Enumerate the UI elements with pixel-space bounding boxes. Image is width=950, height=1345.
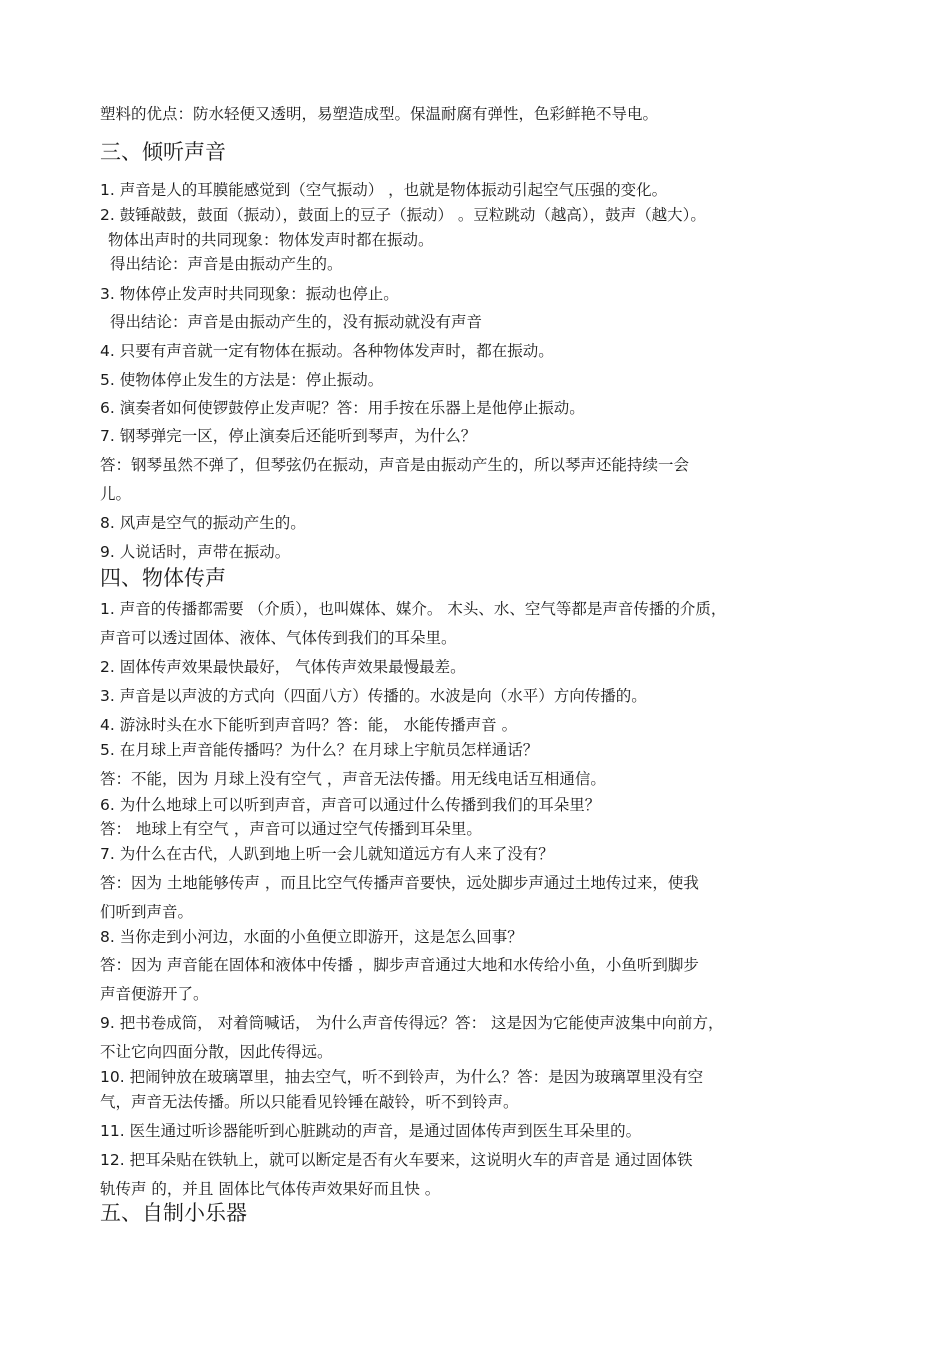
item-4-5-answer: 答：不能，因为 月球上没有空气 ，声音无法传播。用无线电话互相通信。 (100, 770, 606, 788)
item-4-8-answer: 答：因为 声音能在固体和液体中传播 ，脚步声音通过大地和水传给小鱼，小鱼听到脚步 (100, 956, 699, 974)
item-4-7-answer-cont: 们听到声音。 (100, 903, 194, 921)
plastic-advantages: 塑料的优点：防水轻便又透明，易塑造成型。保温耐腐有弹性，色彩鲜艳不导电。 (100, 105, 659, 123)
item-4-10-cont: 气，声音无法传播。所以只能看见铃锤在敲铃，听不到铃声。 (100, 1093, 519, 1111)
item-4-12-cont: 轨传声 的，并且 固体比气体传声效果好而且快 。 (100, 1180, 441, 1198)
heading-homemade-instruments: 五、自制小乐器 (100, 1201, 247, 1225)
item-3-2-phenomenon: 物体出声时的共同现象：物体发声时都在振动。 (108, 231, 434, 249)
item-4-4: 4. 游泳时头在水下能听到声音吗？答：能， 水能传播声音 。 (100, 716, 518, 734)
item-3-9: 9. 人说话时，声带在振动。 (100, 543, 291, 561)
item-3-5: 5. 使物体停止发生的方法是：停止振动。 (100, 371, 384, 389)
item-3-7-answer-cont: 儿。 (100, 485, 132, 503)
item-4-6-question: 6. 为什么地球上可以听到声音，声音可以通过什么传播到我们的耳朵里？ (100, 796, 601, 814)
item-4-5-question: 5. 在月球上声音能传播吗？为什么？在月球上宇航员怎样通话？ (100, 741, 539, 759)
heading-listen-sound: 三、倾听声音 (100, 140, 226, 164)
item-4-12: 12. 把耳朵贴在铁轨上，就可以断定是否有火车要来，这说明火车的声音是 通过固体铁 (100, 1151, 693, 1169)
item-3-4: 4. 只要有声音就一定有物体在振动。各种物体发声时，都在振动。 (100, 342, 554, 360)
item-3-3-conclusion: 得出结论：声音是由振动产生的，没有振动就没有声音 (110, 313, 483, 331)
item-4-1-cont: 声音可以透过固体、液体、气体传到我们的耳朵里。 (100, 629, 457, 647)
item-4-6-answer: 答： 地球上有空气 ，声音可以通过空气传播到耳朵里。 (100, 820, 482, 838)
item-3-7-question: 7. 钢琴弹完一区，停止演奏后还能听到琴声，为什么？ (100, 427, 477, 445)
item-4-7-question: 7. 为什么在古代，人趴到地上听一会儿就知道远方有人来了没有？ (100, 845, 554, 863)
item-4-1: 1. 声音的传播都需要 （介质），也叫媒体、媒介。 木头、水、空气等都是声音传播的介质， (100, 600, 727, 618)
item-4-11: 11. 医生通过听诊器能听到心脏跳动的声音，是通过固体传声到医生耳朵里的。 (100, 1122, 642, 1140)
item-4-3: 3. 声音是以声波的方式向（四面八方）传播的。水波是向（水平）方向传播的。 (100, 687, 647, 705)
item-4-10: 10. 把闹钟放在玻璃罩里，抽去空气，听不到铃声，为什么？答：是因为玻璃罩里没有空 (100, 1068, 704, 1086)
item-4-7-answer: 答：因为 土地能够传声 ，而且比空气传播声音要快，远处脚步声通过土地传过来，使我 (100, 874, 699, 892)
item-4-9: 9. 把书卷成筒， 对着筒喊话， 为什么声音传得远？答： 这是因为它能使声波集中向前方， (100, 1014, 724, 1032)
item-4-8-question: 8. 当你走到小河边，水面的小鱼便立即游开，这是怎么回事？ (100, 928, 523, 946)
item-4-9-cont: 不让它向四面分散，因此传得远。 (100, 1043, 333, 1061)
item-3-7-answer: 答：钢琴虽然不弹了，但琴弦仍在振动，声音是由振动产生的，所以琴声还能持续一会 (100, 456, 690, 474)
item-3-2: 2. 鼓锤敲鼓，鼓面（振动），鼓面上的豆子（振动） 。豆粒跳动（越高），鼓声（越大）。 (100, 206, 706, 224)
item-3-3: 3. 物体停止发声时共同现象：振动也停止。 (100, 285, 399, 303)
item-3-1: 1. 声音是人的耳膜能感觉到（空气振动） ，也就是物体振动引起空气压强的变化。 (100, 181, 668, 199)
item-4-2: 2. 固体传声效果最快最好， 气体传声效果最慢最差。 (100, 658, 466, 676)
item-4-8-answer-cont: 声音便游开了。 (100, 985, 209, 1003)
item-3-6: 6. 演奏者如何使锣鼓停止发声呢？答：用手按在乐器上是他停止振动。 (100, 399, 585, 417)
heading-sound-transmission: 四、物体传声 (100, 566, 226, 590)
item-3-2-conclusion: 得出结论：声音是由振动产生的。 (110, 255, 343, 273)
item-3-8: 8. 风声是空气的振动产生的。 (100, 514, 306, 532)
